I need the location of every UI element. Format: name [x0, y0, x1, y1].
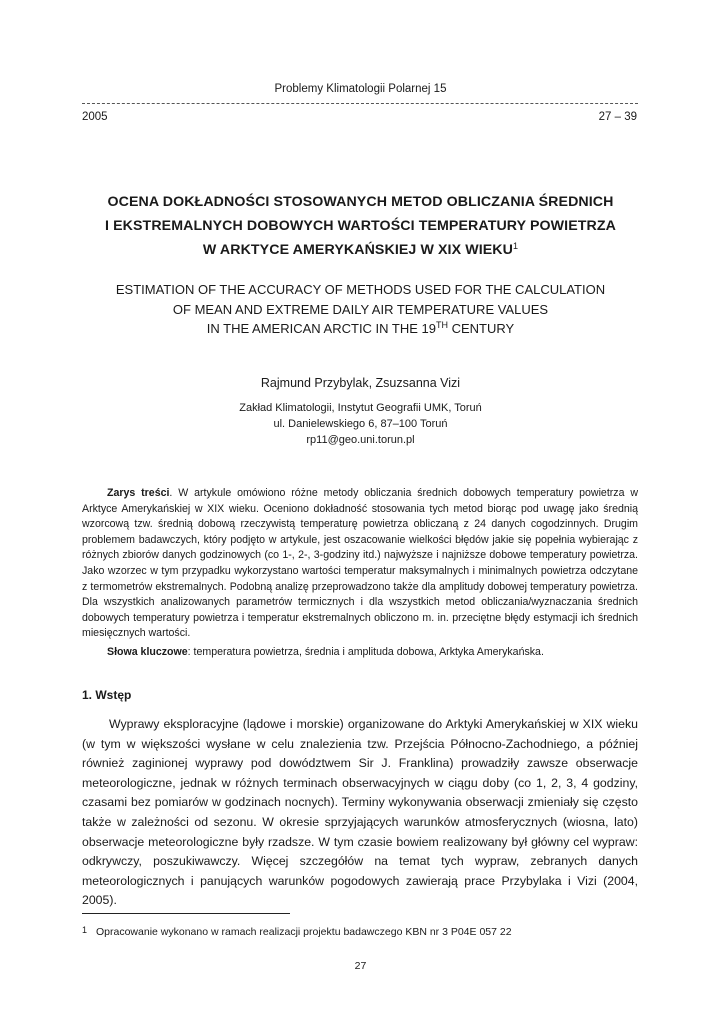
- footnote-text: Opracowanie wykonano w ramach realizacji projektu badawczego KBN nr 3 P04E 057 22: [96, 926, 512, 938]
- abstract-paragraph: [82, 486, 638, 642]
- title-polish-line-3: [60, 238, 661, 262]
- title-english-line-3-post: CENTURY: [448, 321, 515, 336]
- title-english-superscript: TH: [436, 320, 448, 330]
- journal-name: Problemy Klimatologii Polarnej 15: [274, 83, 447, 95]
- footnote: [82, 925, 638, 938]
- abstract-text: . W artykule omówiono różne metody obliczania średnich dobowych temperatury powietrza w Arktyce Amerykańskiej w XIX wieku. Oceniono dokładność stosowania tych metod biorąc pod uwagę jako średnią wzorcową tzw. średnią dobową rzeczywistą temperaturę powietrza obliczaną z 24 danych cogodzinnych. Drugim problemem badawczych, który podjęto w artykule, jest oszacowanie wielkości błędów jakie się popełnia wybierając z różnych zbiorów danych godzinowych (co 1-, 2-, 3-godziny itd.) najwyższe i najniższe dobowe temperatury powietrza. Jako wzorzec w tym przypadku wykorzystano wartości temperatur maksymalnych i minimalnych powietrza odczytane z termometrów ekstremalnych. Podobną analizę przeprowadzono także dla amplitudy dobowej temperatury powietrza. Dla wszystkich analizowanych parametrów termicznych i dla wszystkich metod obliczania/wyznaczania średnich dobowych temperatury powietrza i temperatur ekstremalnych obliczono m. in. przeciętne błędy estymacji ich średnich miesięcznych wartości.: [82, 487, 639, 640]
- abstract: [82, 486, 638, 661]
- affiliation-email: rp11@geo.uni.torun.pl: [306, 434, 415, 446]
- title-english-line-2: OF MEAN AND EXTREME DAILY AIR TEMPERATURE VALUES: [172, 301, 549, 317]
- section-body: [82, 715, 638, 911]
- title-polish: [60, 190, 661, 262]
- authors: Rajmund Przybylak, Zsuzsanna Vizi: [260, 376, 461, 390]
- affiliation: [0, 400, 721, 448]
- footnote-mark: 1: [82, 925, 88, 935]
- page-number: 27: [354, 960, 367, 972]
- page-range: 27 – 39: [598, 111, 637, 123]
- affiliation-address: ul. Danielewskiego 6, 87–100 Toruń: [273, 418, 448, 430]
- section-heading: 1. Wstęp: [82, 688, 132, 702]
- title-english-line-3: [60, 319, 661, 339]
- title-polish-line-1: OCENA DOKŁADNOŚCI STOSOWANYCH METOD OBLICZANIA ŚREDNICH: [107, 194, 614, 210]
- title-english-line-3-pre: IN THE AMERICAN ARCTIC IN THE 19: [206, 321, 436, 336]
- publication-year: 2005: [82, 111, 108, 123]
- title-polish-line-3-text: W ARKTYCE AMERYKAŃSKIEJ W XIX WIEKU: [202, 242, 513, 258]
- body-paragraph: Wyprawy eksploracyjne (lądowe i morskie) organizowane do Arktyki Amerykańskiej w XIX wieku (w tym w większości wysłane w celu znalezienia tzw. Przejścia Północno-Zachodniego, a później również zaginionej wyprawy pod dowództwem Sir J. Franklina) prowadziły zawsze obserwacje meteorologiczne, jednak w różnych terminach obserwacyjnych w ciągu doby (co 1, 2, 3, 4 godziny, czasami bez pomiarów w godzinach nocnych). Terminy wykonywania obserwacji zmieniały się często także w zależności od sezonu. W okresie sprzyjających warunków atmosferycznych (wiosna, lato) obserwacje meteorologiczne były rzadsze. W tym czasie bowiem realizowany był główny cel wypraw: odkrywczy, poszukiwawczy. Więcej szczegółów na temat tych wypraw, zebranych danych meteorologicznych i panujących warunków pogodowych zawierają prace Przybylaka i Vizi (2004, 2005).: [82, 717, 638, 908]
- footnote-divider: [82, 913, 290, 914]
- header-divider: [82, 103, 638, 104]
- title-polish-line-2: I EKSTREMALNYCH DOBOWYCH WARTOŚCI TEMPERATURY POWIETRZA: [105, 218, 616, 234]
- affiliation-institute: Zakład Klimatologii, Instytut Geografii UMK, Toruń: [239, 402, 482, 414]
- title-footnote-ref: 1: [513, 241, 519, 251]
- title-english: [60, 280, 661, 339]
- keywords-text: : temperatura powietrza, średnia i amplituda dobowa, Arktyka Amerykańska.: [187, 645, 544, 658]
- keywords: [82, 645, 638, 661]
- keywords-label: Słowa kluczowe: [107, 645, 188, 658]
- abstract-label: Zarys treści: [107, 487, 170, 499]
- title-english-line-1: ESTIMATION OF THE ACCURACY OF METHODS USED FOR THE CALCULATION: [115, 282, 606, 297]
